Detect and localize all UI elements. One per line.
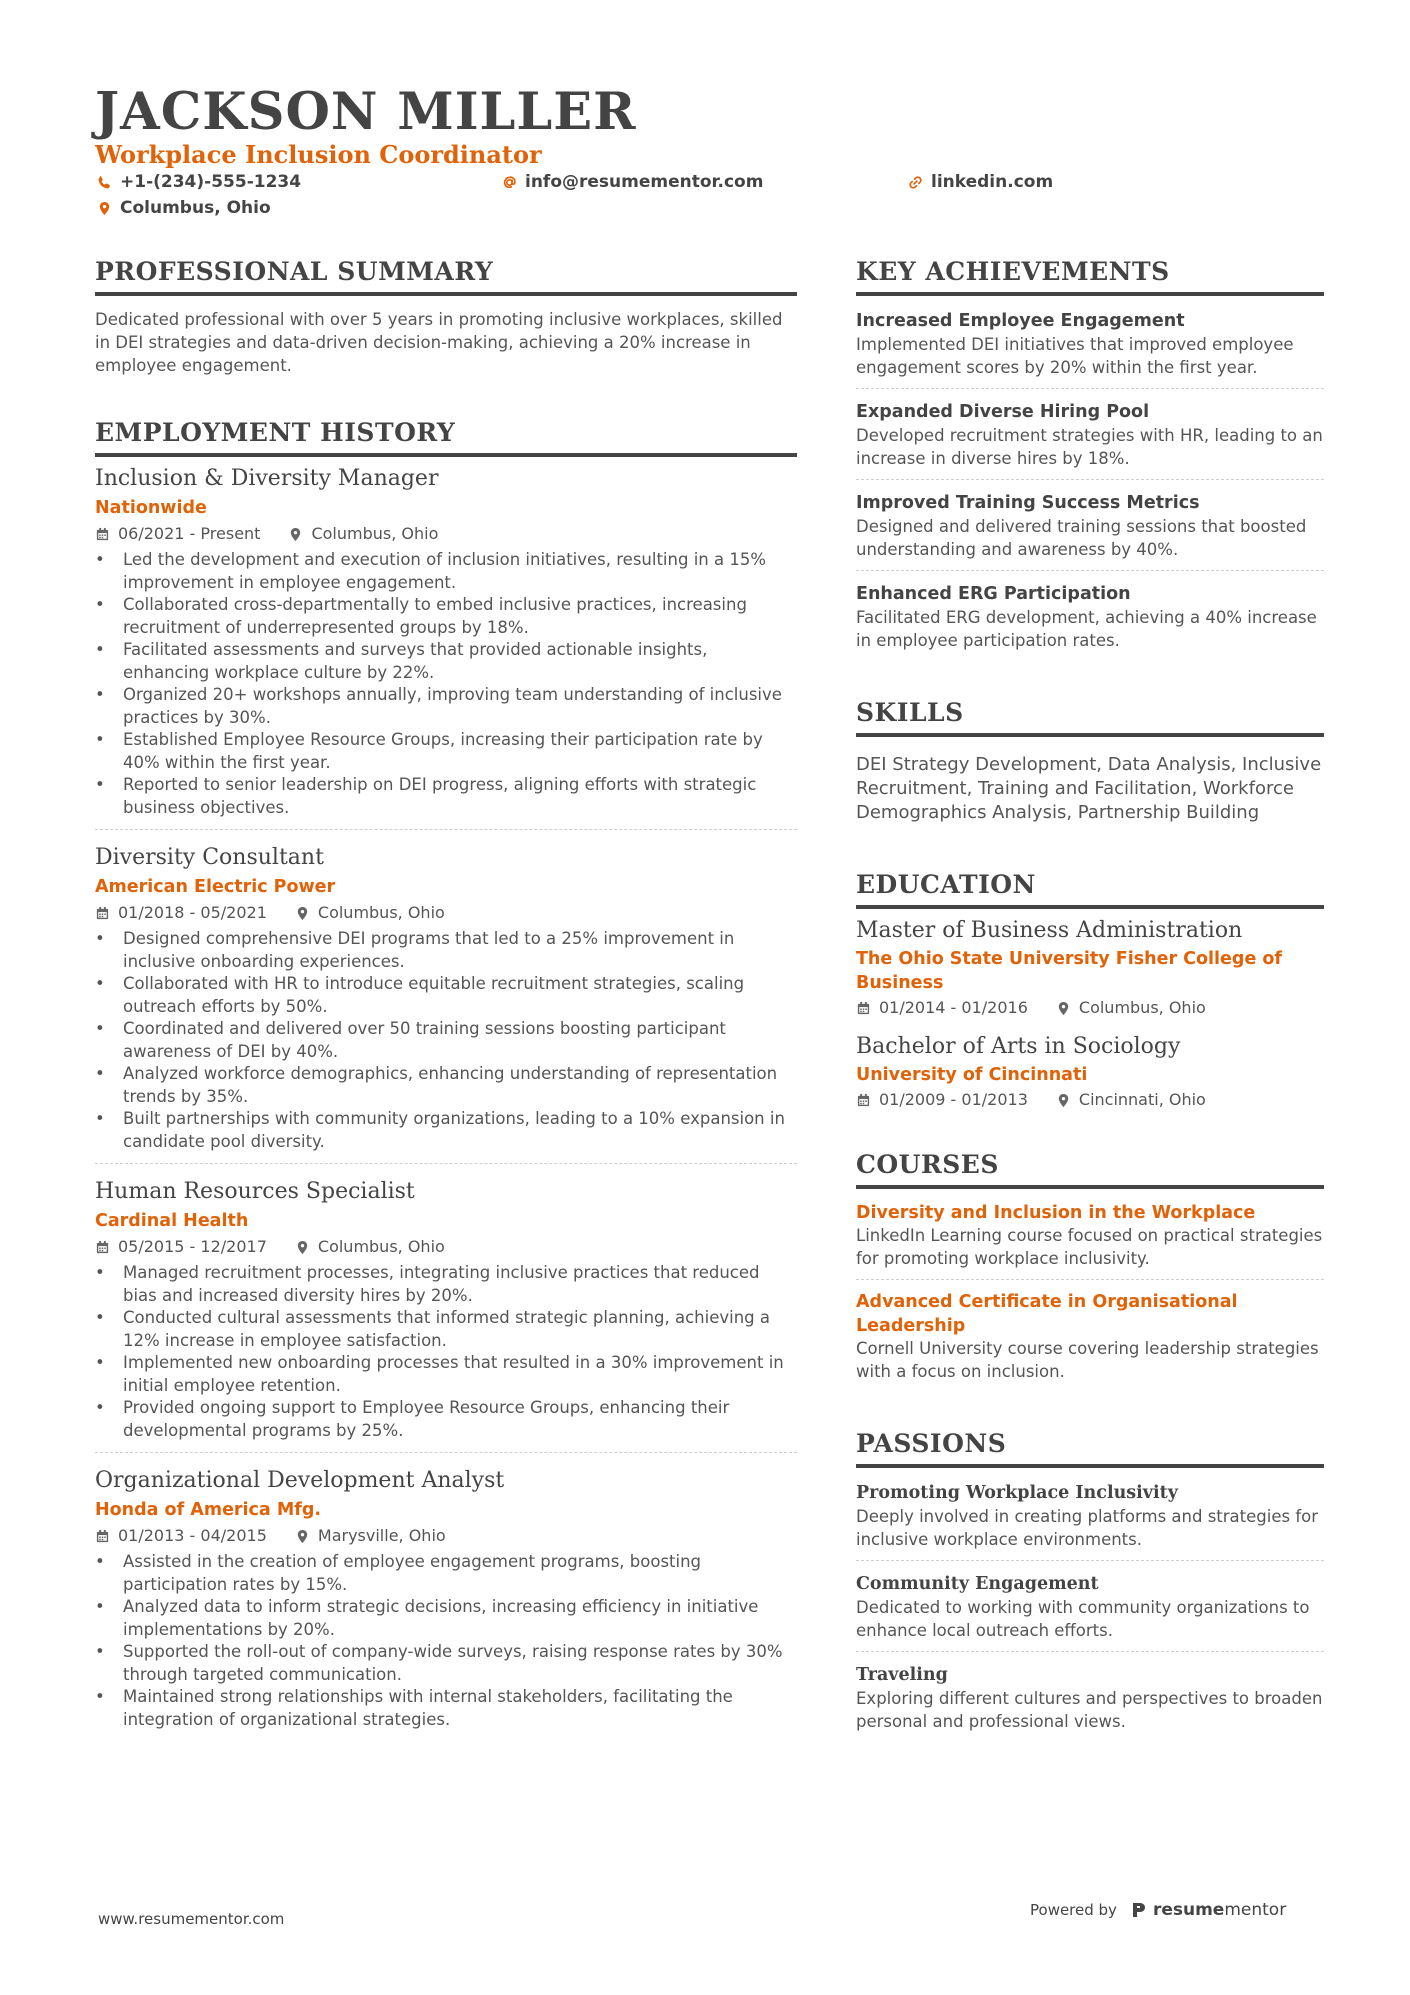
job-bullet: • Collaborated cross-departmentally to embed inclusive practices, increasing recruitment of underrepresented groups by 18%. (123, 594, 797, 639)
job-bullet: • Organized 20+ workshops annually, improving team understanding of inclusive practices by 30%. (123, 684, 797, 729)
degree-title: Master of Business Administration (856, 918, 1243, 943)
phone-number: +1-(234)-555-1234 (120, 172, 302, 192)
job-company: Honda of America Mfg. (95, 1500, 322, 1520)
course-item (856, 1290, 1324, 1392)
job-bullet: • Coordinated and delivered over 50 training sessions boosting participant awareness of DEI by 40%. (123, 1018, 797, 1063)
location-text: Columbus, Ohio (120, 198, 271, 218)
phone-contact[interactable] (97, 172, 301, 192)
passions-heading: PASSIONS (856, 1428, 1324, 1468)
job-bullets (95, 928, 797, 1153)
right-column (856, 256, 1324, 1752)
calendar-icon (95, 1240, 110, 1255)
job-location: Columbus, Ohio (317, 1237, 445, 1256)
job-entry (95, 1176, 797, 1453)
email-address: info@resumementor.com (525, 172, 764, 192)
job-bullets (95, 549, 797, 819)
job-dates: 01/2013 - 04/2015 (118, 1526, 267, 1545)
job-company: American Electric Power (95, 877, 336, 897)
job-company: Cardinal Health (95, 1211, 249, 1231)
job-bullet: • Led the development and execution of inclusion initiatives, resulting in a 15% improvement in employee engagement. (123, 549, 797, 594)
achievement-text: Designed and delivered training sessions that boosted understanding and awareness by 40%. (856, 517, 1307, 559)
phone-icon (97, 175, 112, 190)
achievement-item (856, 308, 1324, 389)
achievement-item (856, 399, 1324, 480)
passions-section (856, 1428, 1324, 1742)
calendar-icon (95, 527, 110, 542)
job-meta (95, 521, 797, 547)
education-heading: EDUCATION (856, 869, 1324, 909)
passion-text: Dedicated to working with community organizations to enhance local outreach efforts. (856, 1598, 1310, 1640)
education-meta (856, 995, 1324, 1021)
link-icon (908, 175, 923, 190)
email-contact[interactable] (502, 172, 763, 192)
job-bullet: • Analyzed workforce demographics, enhancing understanding of representation trends by 35%. (123, 1063, 797, 1108)
education-section (856, 869, 1324, 1113)
degree-title: Bachelor of Arts in Sociology (856, 1034, 1181, 1059)
job-title: Workplace Inclusion Coordinator (95, 140, 542, 169)
course-text: LinkedIn Learning course focused on practical strategies for promoting workplace inclusivity. (856, 1226, 1323, 1268)
job-bullet: • Managed recruitment processes, integrating inclusive practices that reduced bias and increased diversity hires by 20%. (123, 1262, 797, 1307)
job-bullet: • Designed comprehensive DEI programs that led to a 25% improvement in inclusive onboarding experiences. (123, 928, 797, 973)
job-bullet: • Established Employee Resource Groups, increasing their participation rate by 40% within the first year. (123, 729, 797, 774)
job-bullet: • Maintained strong relationships with internal stakeholders, facilitating the integration of organizational strategies. (123, 1686, 797, 1731)
achievements-section (856, 256, 1324, 661)
summary-section (95, 256, 797, 377)
job-dates: 06/2021 - Present (118, 524, 261, 543)
location-pin-icon (295, 1240, 310, 1255)
achievement-text: Developed recruitment strategies with HR, leading to an increase in diverse hires by 18%. (856, 426, 1323, 468)
course-item (856, 1201, 1324, 1280)
passion-text: Deeply involved in creating platforms and strategies for inclusive workplace environments. (856, 1507, 1319, 1549)
achievement-text: Facilitated ERG development, achieving a 40% increase in employee participation rates. (856, 608, 1317, 650)
achievement-item (856, 581, 1324, 661)
job-meta (95, 900, 797, 926)
course-text: Cornell University course covering leadership strategies with a focus on inclusion. (856, 1339, 1319, 1381)
courses-heading: COURSES (856, 1149, 1324, 1189)
employment-section (95, 417, 797, 1741)
achievement-item (856, 490, 1324, 571)
resume-header (95, 82, 1325, 224)
achievement-title: Increased Employee Engagement (856, 311, 1185, 331)
job-bullet: • Implemented new onboarding processes that resulted in a 30% improvement in initial employee retention. (123, 1352, 797, 1397)
job-entry (95, 842, 797, 1164)
brand-name-light: mentor (1224, 1900, 1287, 1920)
summary-text: Dedicated professional with over 5 years in promoting inclusive workplaces, skilled in DEI strategies and data-driven decision-making, achieving a 20% increase in employee engagement. (95, 310, 783, 375)
education-meta (856, 1087, 1324, 1113)
job-bullet: • Reported to senior leadership on DEI progress, aligning efforts with strategic business objectives. (123, 774, 797, 819)
job-bullets (95, 1262, 797, 1442)
achievement-title: Enhanced ERG Participation (856, 584, 1131, 604)
passion-text: Exploring different cultures and perspectives to broaden personal and professional views. (856, 1689, 1323, 1731)
achievements-heading: KEY ACHIEVEMENTS (856, 256, 1324, 296)
passion-item (856, 1480, 1324, 1561)
job-bullet: • Collaborated with HR to introduce equitable recruitment strategies, scaling outreach efforts by 50%. (123, 973, 797, 1018)
location-pin-icon (295, 906, 310, 921)
job-entry-title: Diversity Consultant (95, 845, 324, 870)
left-column (95, 256, 797, 1753)
calendar-icon (95, 906, 110, 921)
candidate-name: JACKSON MILLER (95, 82, 637, 142)
job-bullet: • Conducted cultural assessments that informed strategic planning, achieving a 12% increase in employee satisfaction. (123, 1307, 797, 1352)
calendar-icon (856, 1001, 871, 1016)
location-pin-icon (288, 527, 303, 542)
course-title: Advanced Certificate in Organisational Leadership (856, 1292, 1238, 1336)
footer-website[interactable]: www.resumementor.com (98, 1910, 285, 1928)
school-name: University of Cincinnati (856, 1065, 1088, 1085)
brand-logo[interactable] (1131, 1900, 1286, 1920)
education-dates: 01/2009 - 01/2013 (879, 1090, 1028, 1109)
footer-branding (1030, 1900, 1286, 1920)
passion-title: Community Engagement (856, 1574, 1099, 1594)
school-name: The Ohio State University Fisher College of Business (856, 949, 1283, 993)
passion-title: Promoting Workplace Inclusivity (856, 1483, 1178, 1503)
achievement-title: Improved Training Success Metrics (856, 493, 1200, 513)
education-dates: 01/2014 - 01/2016 (879, 998, 1028, 1017)
education-location: Columbus, Ohio (1078, 998, 1206, 1017)
job-bullet: • Supported the roll-out of company-wide surveys, raising response rates by 30% through targeted communication. (123, 1641, 797, 1686)
resumementor-logo-icon (1131, 1901, 1147, 1919)
job-entry (95, 463, 797, 830)
job-bullet: • Provided ongoing support to Employee Resource Groups, enhancing their developmental programs by 25%. (123, 1397, 797, 1442)
skills-text: DEI Strategy Development, Data Analysis, Inclusive Recruitment, Training and Facilitation, Workforce Demographics Analysis, Partnership Building (856, 754, 1322, 823)
employment-heading: EMPLOYMENT HISTORY (95, 417, 797, 457)
job-location: Columbus, Ohio (311, 524, 439, 543)
job-bullet: • Analyzed data to inform strategic decisions, increasing efficiency in initiative implementations by 20%. (123, 1596, 797, 1641)
powered-by-label: Powered by (1030, 1901, 1117, 1919)
calendar-icon (856, 1093, 871, 1108)
skills-section (856, 697, 1324, 825)
job-meta (95, 1234, 797, 1260)
job-meta (95, 1523, 797, 1549)
passion-title: Traveling (856, 1665, 948, 1685)
passion-item (856, 1662, 1324, 1742)
calendar-icon (95, 1529, 110, 1544)
linkedin-url: linkedin.com (931, 172, 1054, 192)
job-bullet: • Assisted in the creation of employee engagement programs, boosting participation rates by 15%. (123, 1551, 797, 1596)
job-location: Marysville, Ohio (317, 1526, 446, 1545)
location-pin-icon (1056, 1093, 1071, 1108)
achievement-title: Expanded Diverse Hiring Pool (856, 402, 1150, 422)
job-entry-title: Inclusion & Diversity Manager (95, 466, 439, 491)
education-item (856, 1031, 1324, 1113)
summary-heading: PROFESSIONAL SUMMARY (95, 256, 797, 296)
job-bullet: • Built partnerships with community organizations, leading to a 10% expansion in candidate pool diversity. (123, 1108, 797, 1153)
passion-item (856, 1571, 1324, 1652)
job-entry-title: Organizational Development Analyst (95, 1468, 505, 1493)
job-company: Nationwide (95, 498, 207, 518)
courses-section (856, 1149, 1324, 1392)
job-entry-title: Human Resources Specialist (95, 1179, 415, 1204)
job-bullet: • Facilitated assessments and surveys that provided actionable insights, enhancing workplace culture by 22%. (123, 639, 797, 684)
skills-heading: SKILLS (856, 697, 1324, 737)
at-sign-icon (502, 175, 517, 190)
job-bullets (95, 1551, 797, 1731)
linkedin-contact[interactable] (908, 172, 1053, 192)
location-pin-icon (1056, 1001, 1071, 1016)
location-contact (97, 198, 271, 218)
contact-info (95, 170, 1325, 224)
job-dates: 05/2015 - 12/2017 (118, 1237, 267, 1256)
education-item (856, 915, 1324, 1021)
course-title: Diversity and Inclusion in the Workplace (856, 1203, 1256, 1223)
job-location: Columbus, Ohio (317, 903, 445, 922)
achievement-text: Implemented DEI initiatives that improved employee engagement scores by 20% within the first year. (856, 335, 1294, 377)
location-pin-icon (295, 1529, 310, 1544)
location-pin-icon (97, 201, 112, 216)
brand-name-bold: resume (1152, 1900, 1225, 1920)
job-dates: 01/2018 - 05/2021 (118, 903, 267, 922)
education-location: Cincinnati, Ohio (1078, 1090, 1206, 1109)
job-entry (95, 1465, 797, 1741)
